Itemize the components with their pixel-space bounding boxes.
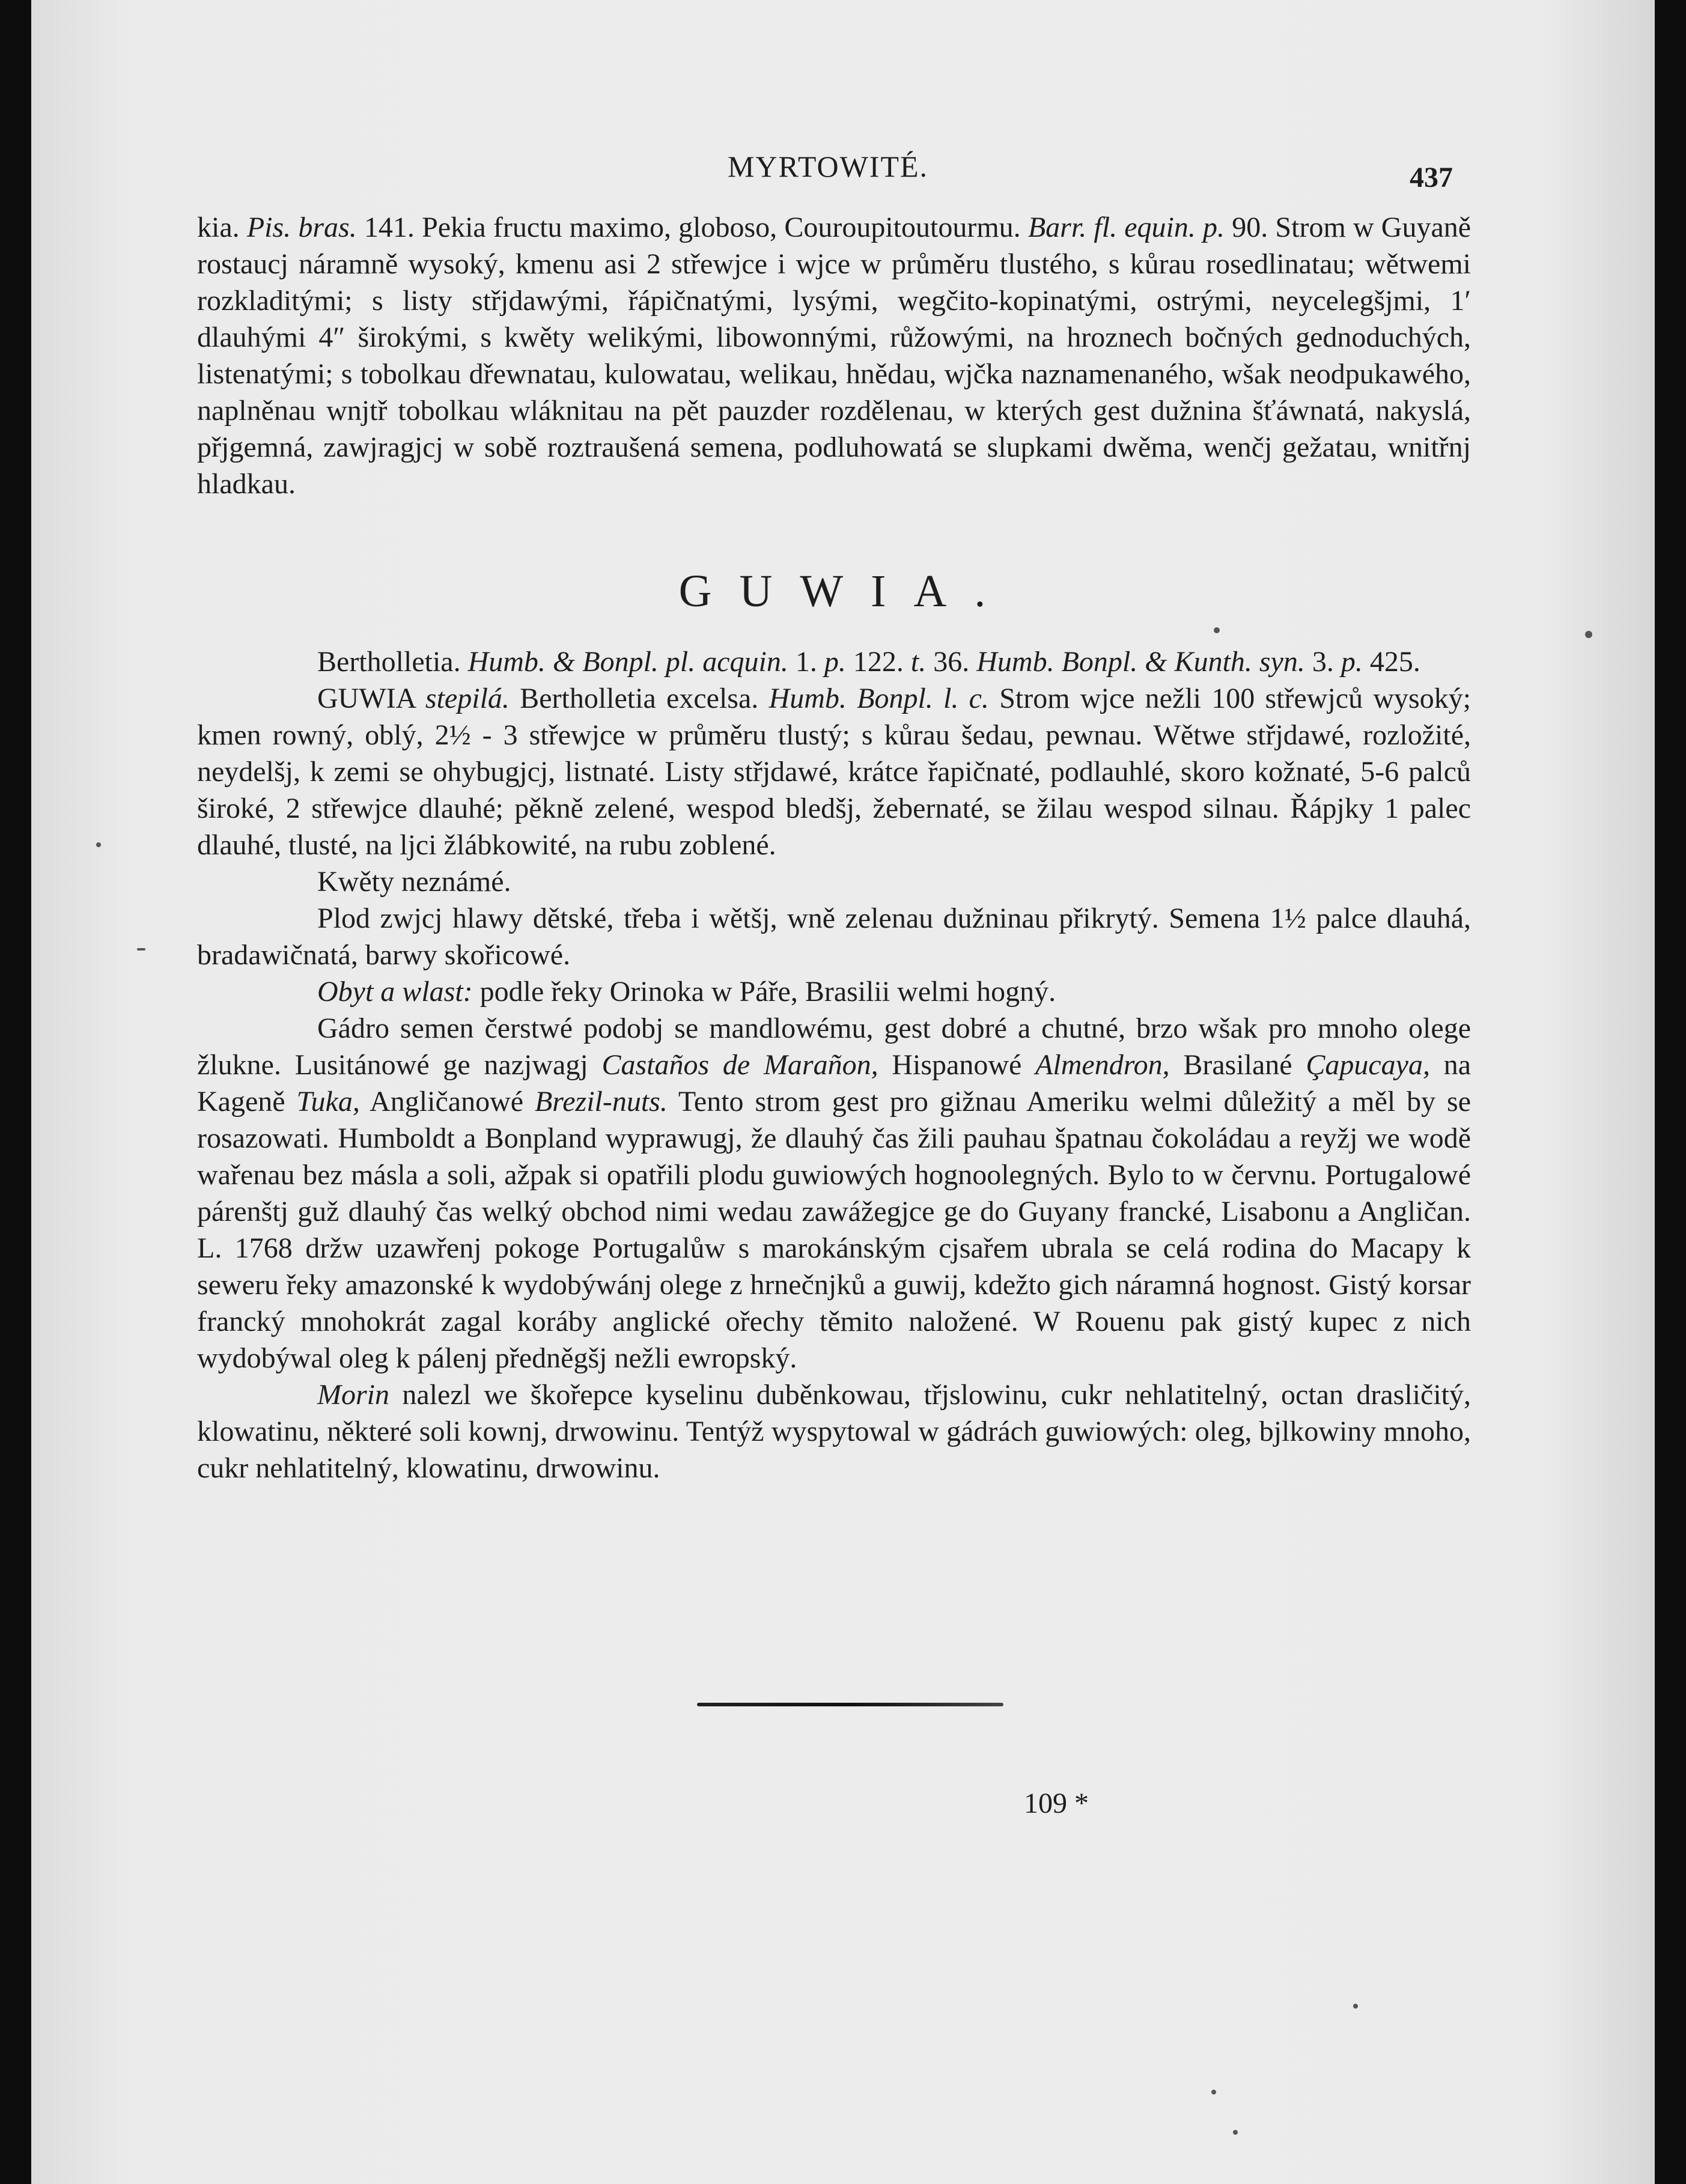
section-title: GUWIA. (678, 566, 1014, 616)
running-head: MYRTOWITÉ. (727, 150, 929, 183)
scan-speck (1211, 2090, 1216, 2094)
paragraph-genus-synonymy: Bertholletia. Humb. & Bonpl. pl. acquin. 1. p. 122. t. 36. Humb. Bonpl. & Kunth. syn. 3. p. 425. (317, 646, 1420, 678)
paragraph-flowers: Kwěty neznámé. (317, 866, 511, 898)
paragraph-chemistry: Morin nalezl we škořepce kyselinu duběnkowau, třjslowinu, cukr nehlatitelný, octan drasličitý, klowatinu, některé soli kownj, drwowinu. Tentýž wyspytowal w gádrách guwiowých: oleg, bjlkowiny mnoho, cukr nehlatitelný, klowatinu, drwowinu. (197, 1379, 1471, 1484)
scan-speck (96, 842, 101, 847)
scan-speck (137, 948, 145, 951)
paragraph-species-description: GUWIA stepilá. Bertholletia excelsa. Humb. Bonpl. l. c. Strom wjce nežli 100 střewjců wysoký; kmen rowný, oblý, 2½ - 3 střewjce w průměru tlustý; s kůrau šedau, pewnau. Wětwe střjdawé, rozložité, neydelšj, k zemi se ohybugjcj, listnaté. Listy střjdawé, krátce řapičnaté, podlauhlé, skoro kožnaté, 5-6 palců široké, 2 střewjce dlauhé; pěkně zelené, wespod bledšj, žebernaté, se žilau wespod silnau. Řápjky 1 palec dlauhé, tlusté, na ljci žlábkowité, na rubu zoblené. (197, 683, 1471, 861)
paragraph-habitat: Obyt a wlast: podle řeky Orinoka w Páře, Brasilii welmi hogný. (317, 976, 1056, 1008)
page-content (197, 209, 1471, 1486)
scan-speck (1233, 2130, 1238, 2135)
paragraph-uses: Gádro semen čerstwé podobj se mandlowému, gest dobré a chutné, brzo wšak pro mnoho olege žlukne. Lusitánowé ge nazjwagj Castaños de Marañon, Hispanowé Almendron, Brasilané Çapucaya, na Kageně Tuka, Angličanowé Brezil-nuts. Tento strom gest pro gižnau Ameriku welmi důležitý a měl by se rosazowati. Humboldt a Bonpland wyprawugj, že dlauhý čas žili pauhau špatnau čokoládau a reyžj we wodě wařenau bez másla a soli, ažpak si opatřili plodu guwiowých hognoolegných. Bylo to w červnu. Portugalowé párenštj guž dlauhý čas welký obchod nimi wedau zawážegjce ge do Guyany francké, Lisabonu a Angličan. L. 1768 držw uzawřenj pokoge Portugalůw s marokánským cjsařem ubrala se celá rodina do Macapy k seweru řeky amazonské k wydobýwánj olege z hrnečnjků a guwij, kdežto gich náramná hognost. Gistý korsar francký mnohokrát zagal koráby anglické ořechy těmito naložené. W Rouenu pak gistý kupec z nich wydobýwal oleg k pálenj předněgšj nežli ewropský. (197, 1012, 1471, 1374)
scan-speck (1214, 627, 1220, 633)
page-number: 437 (1410, 162, 1453, 193)
scan-speck (1585, 631, 1592, 638)
paragraph-fruit: Plod zwjcj hlawy dětské, třeba i wětšj, wně zelenau dužninau přikrytý. Semena 1½ palce dlauhá, bradawičnatá, barwy skořicowé. (197, 902, 1471, 971)
paragraph-couroupita-description: kia. Pis. bras. 141. Pekia fructu maximo, globoso, Couroupitoutourmu. Barr. fl. equin. p. 90. Strom w Guyaně rostaucj náramně wysoký, kmenu asi 2 střewjce i wjce w průměru tlustého, s kůrau rosedlinatau; wětwemi rozkladitými; s listy střjdawými, řápičnatými, lysými, wegčito-kopinatými, ostrými, neycelegšjmi, 1′ dlauhými 4″ širokými, s kwěty welikými, libowonnými, růžowými, na hroznech bočných gednoduchých, listenatými; s tobolkau dřewnatau, kulowatau, welikau, hnědau, wjčka naznamenaného, wšak neodpukawého, naplněnau wnjtř tobolkau wláknitau na pět pauzder rozdělenau, w kterých gest dužnina šťáwnatá, nakyslá, přjgemná, zawjragjcj w sobě roztraušená semena, podluhowatá se slupkami dwěma, wenčj gežatau, wnitřnj hladkau. (197, 211, 1471, 500)
signature-mark: 109 * (1024, 1787, 1089, 1819)
scan-speck (1353, 2004, 1358, 2009)
closing-rule (697, 1703, 1003, 1706)
book-page (31, 0, 1655, 2184)
